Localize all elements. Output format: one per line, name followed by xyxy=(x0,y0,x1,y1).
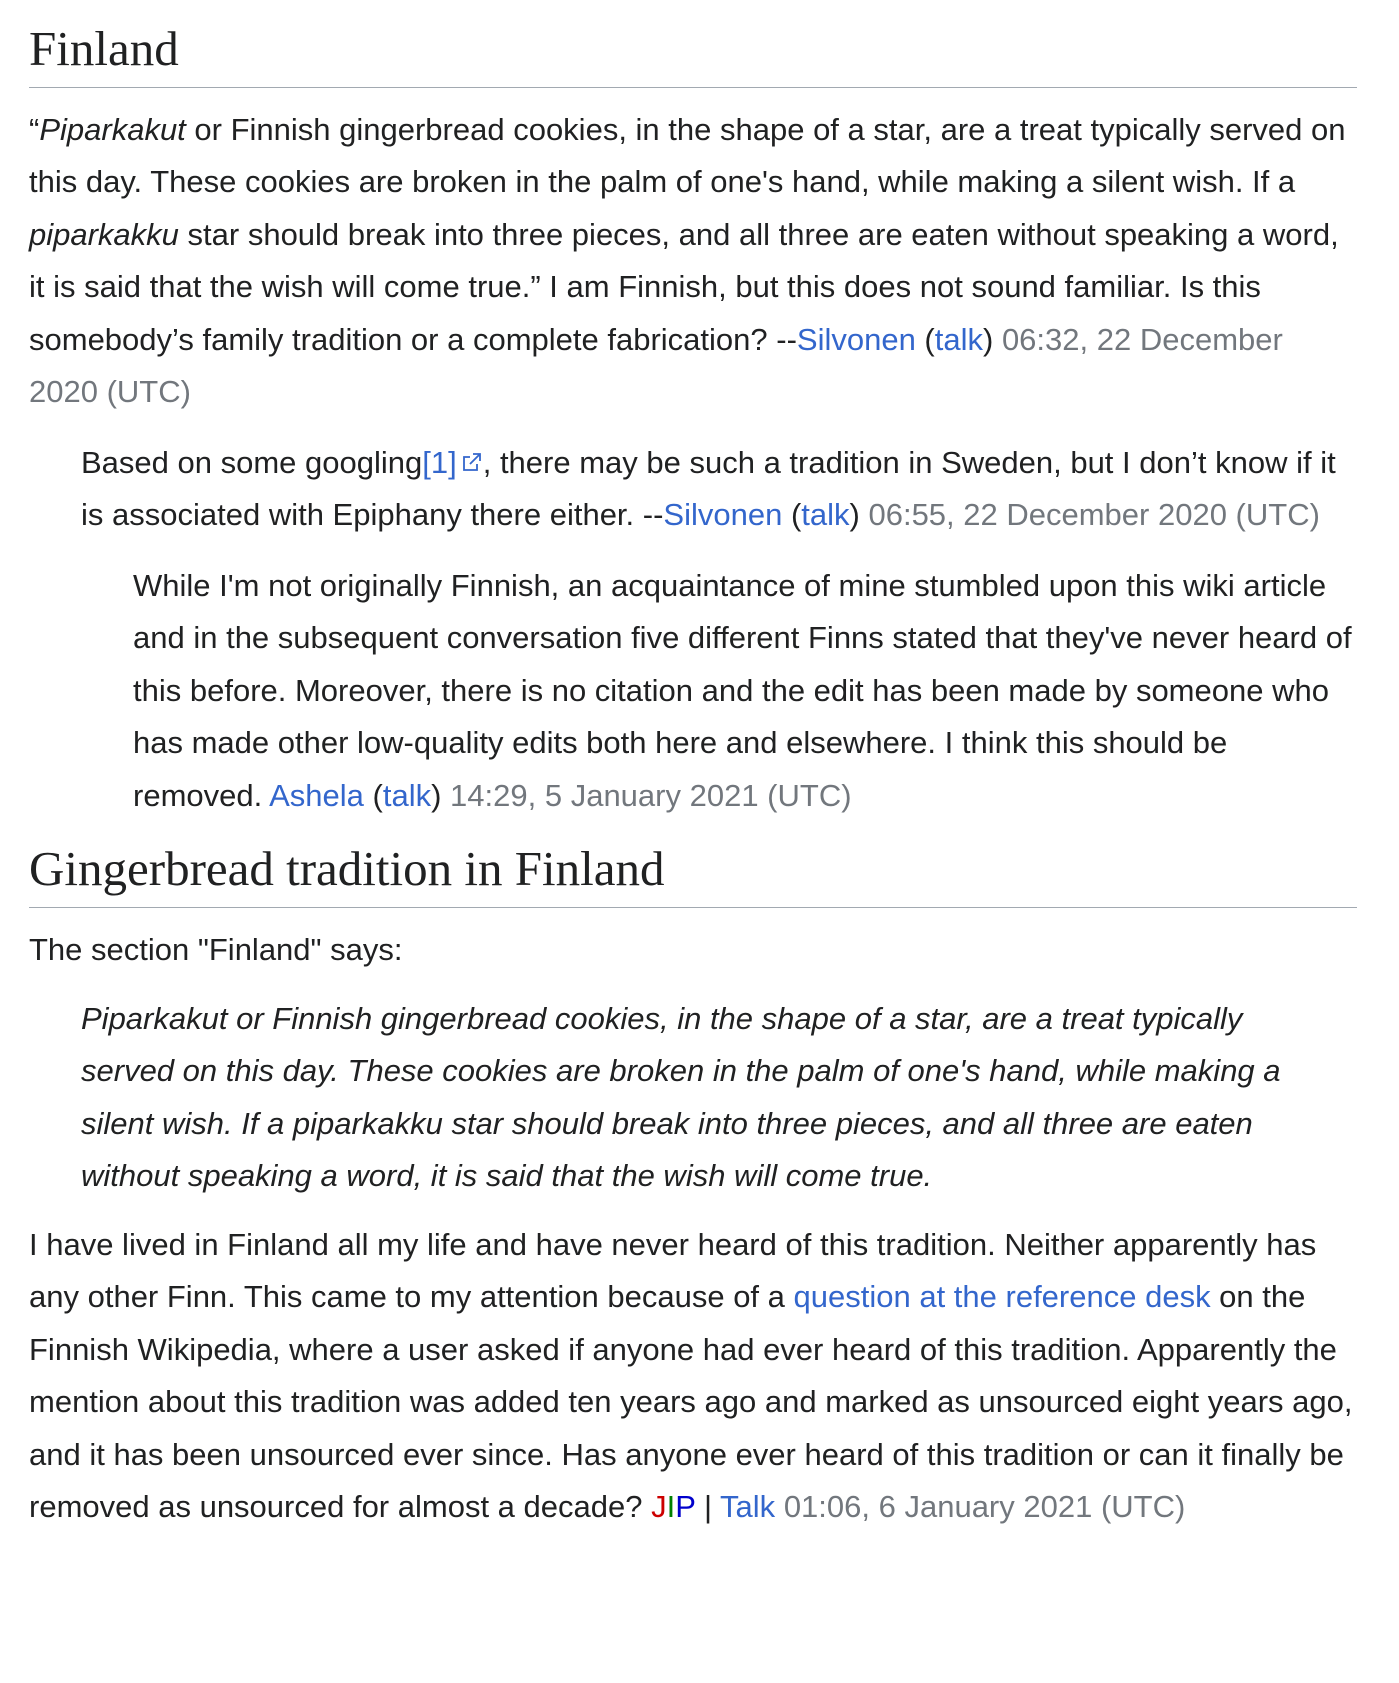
comment-silvonen-1: “Piparkakut or Finnish gingerbread cookies, in the shape of a star, are a treat typically served on this day. These cookies are broken in the palm of one's hand, while making a silent wish. If a piparkakku star should break into three pieces, and all three are eaten without speaking a word, it is said that the wish will come true.” I am Finnish, but this does not sound familiar. Is this somebody’s family tradition or a complete fabrication? --Silvonen (talk) 06:32, 22 December 2020 (UTC) xyxy=(29,111,1346,410)
italic-piparkakut: Piparkakut xyxy=(39,111,186,147)
signature-i: I xyxy=(666,1489,676,1525)
timestamp: 14:29, 5 January 2021 (UTC) xyxy=(450,777,852,813)
reply-silvonen: Based on some googling[1] , there may be such a tradition in Sweden, but I don’t know if it is associated with Epiphany there either. --Silvonen (talk) 06:55, 22 December 2020 (UTC) xyxy=(81,444,1336,533)
section-heading-finland: Finland xyxy=(29,20,1357,88)
reference-label: [1] xyxy=(422,444,457,480)
quoted-section-text: Piparkakut or Finnish gingerbread cookies, in the shape of a star, are a treat typically served on this day. These cookies are broken in the palm of one's hand, while making a silent wish. If a piparkakku star should break into three pieces, and all three are eaten without speaking a word, it is said that the wish will come true. xyxy=(81,1000,1281,1194)
comment-jip xyxy=(29,1219,1357,1534)
signature-p: P xyxy=(675,1489,696,1525)
signature-separator: | xyxy=(695,1489,721,1525)
italic-piparkakku: piparkakku xyxy=(29,216,179,252)
timestamp: 06:55, 22 December 2020 (UTC) xyxy=(868,497,1320,533)
talk-link[interactable]: talk xyxy=(801,497,850,533)
external-link-icon xyxy=(461,451,483,473)
talk-link[interactable]: talk xyxy=(382,777,432,813)
comment-text: , there may be such a tradition in Sweden, but I don’t know if it is associated with Epiphany there either. -- xyxy=(81,444,1336,533)
timestamp: 01:06, 6 January 2021 (UTC) xyxy=(783,1489,1186,1525)
section-heading-gingerbread: Gingerbread tradition in Finland xyxy=(29,840,1357,908)
talk-link[interactable]: Talk xyxy=(720,1489,776,1525)
user-link-silvonen[interactable]: Silvonen xyxy=(663,497,783,533)
comment-text: While I'm not originally Finnish, an acquaintance of mine stumbled upon this wiki article and in the subsequent conversation five different Finns stated that they've never heard of this before. Moreover, there is no citation and the edit has been made by someone who has made other low-quality edits both here and elsewhere. I think this should be removed. xyxy=(133,567,1352,813)
talk-link[interactable]: talk xyxy=(934,321,983,357)
comment-text: Based on some googling xyxy=(81,444,423,480)
user-link-silvonen[interactable]: Silvonen xyxy=(796,321,916,357)
comment-text: I have lived in Finland all my life and have never heard of this tradition. Neither apparently has any other Finn. This came to my attention because of a xyxy=(29,1226,1317,1315)
intro-text: The section "Finland" says: xyxy=(29,932,403,968)
comment-text: on the Finnish Wikipedia, where a user asked if anyone had ever heard of this tradition. Apparently the mention about this tradition was added ten years ago and marked as unsourced eight years ago, and it has been unsourced ever since. Has anyone ever heard of this tradition or can it finally be removed as unsourced for almost a decade? xyxy=(29,1279,1353,1525)
user-link-ashela[interactable]: Ashela xyxy=(269,777,364,813)
reference-desk-link[interactable]: question at the reference desk xyxy=(793,1279,1211,1315)
signature-j: J xyxy=(651,1489,667,1525)
comment-text: star should break into three pieces, and all three are eaten without speaking a word, it is said that the wish will come true.” I am Finnish, but this does not sound familiar. Is this somebody’s family tradition or a complete fabrication? -- xyxy=(29,216,1339,357)
comment-text: or Finnish gingerbread cookies, in the shape of a star, are a treat typically served on this day. These cookies are broken in the palm of one's hand, while making a silent wish. If a xyxy=(29,111,1346,200)
timestamp: 06:32, 22 December 2020 (UTC) xyxy=(29,321,1283,410)
reference-link[interactable] xyxy=(422,445,482,480)
open-quote: “ xyxy=(29,111,40,147)
reply-ashela: While I'm not originally Finnish, an acquaintance of mine stumbled upon this wiki article and in the subsequent conversation five different Finns stated that they've never heard of this before. Moreover, there is no citation and the edit has been made by someone who has made other low-quality edits both here and elsewhere. I think this should be removed. Ashela (talk) 14:29, 5 January 2021 (UTC) xyxy=(133,567,1352,813)
user-link-jip[interactable] xyxy=(651,1489,695,1524)
